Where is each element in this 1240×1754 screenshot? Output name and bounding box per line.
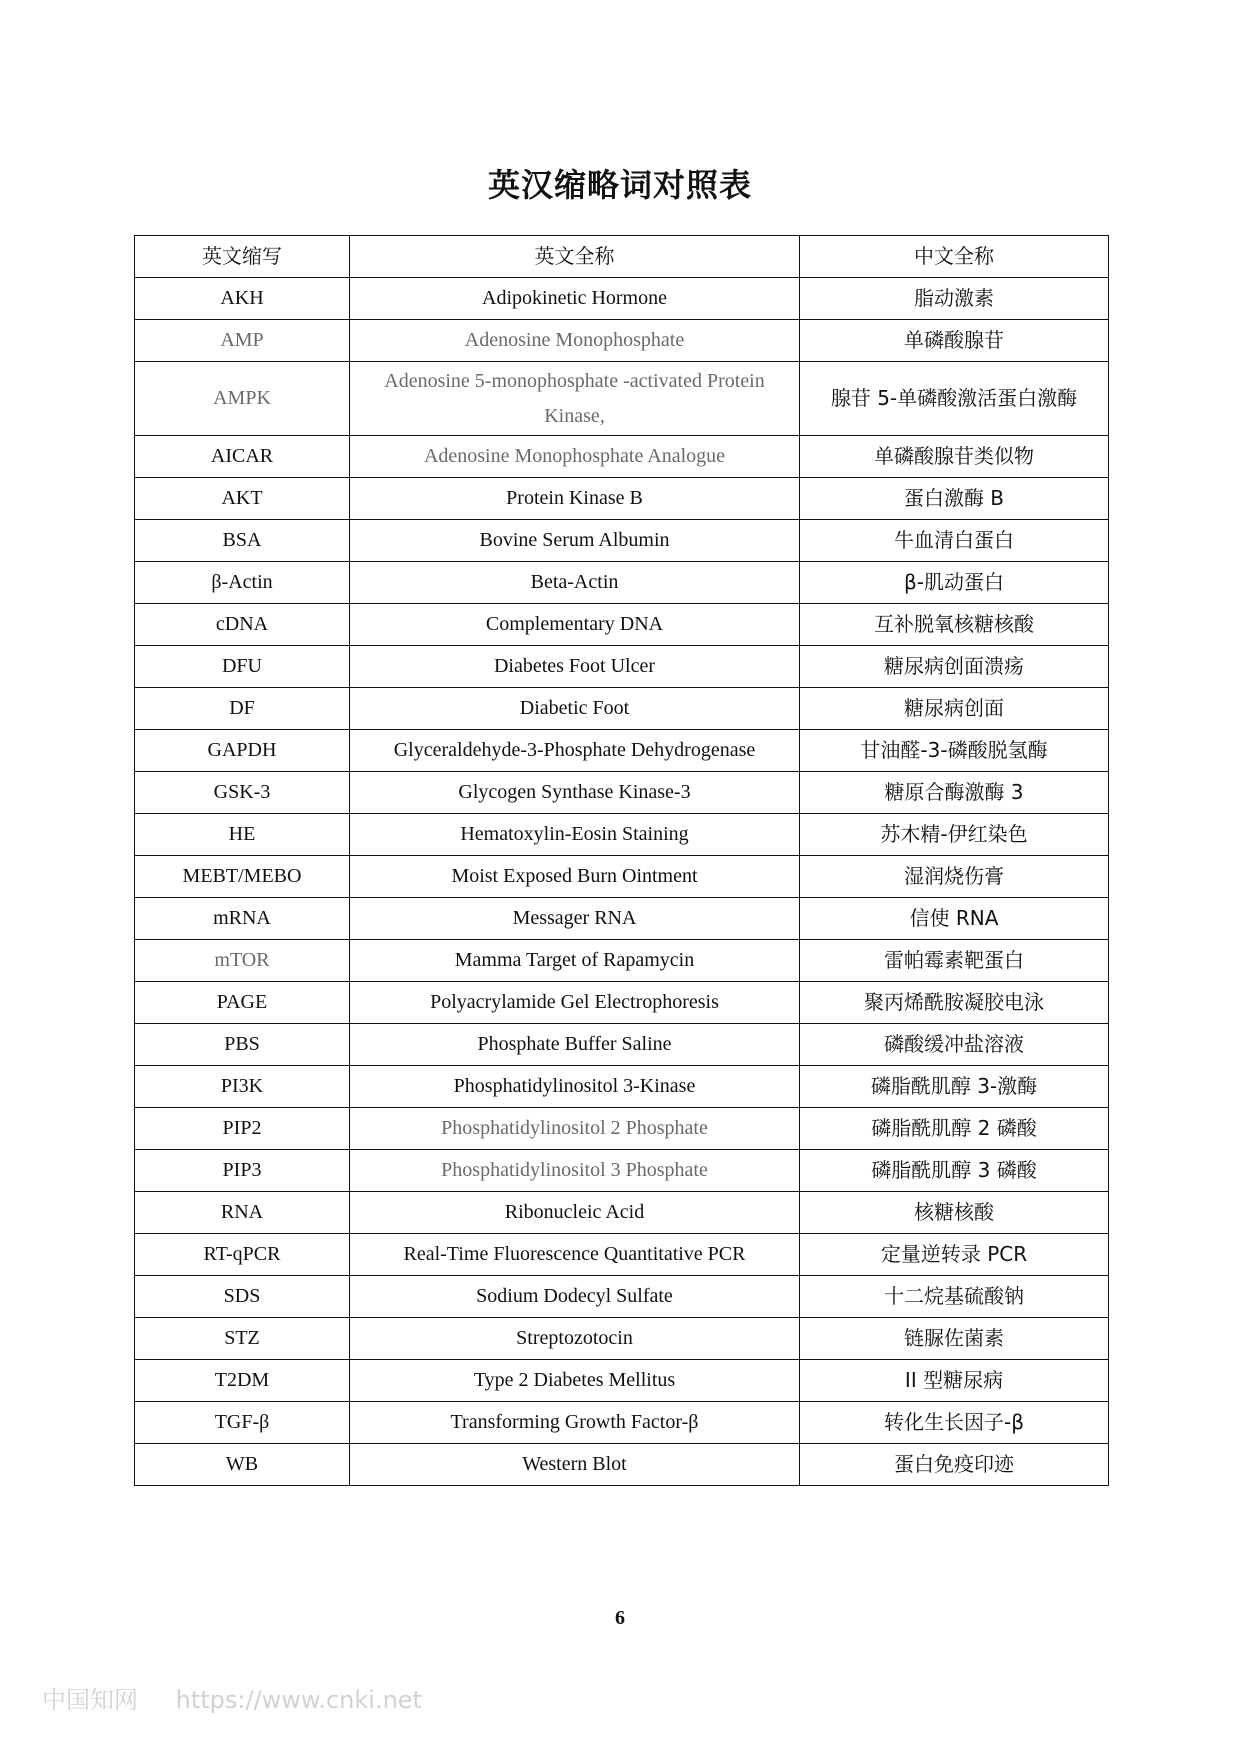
chinese-name-cell: β-肌动蛋白 <box>800 562 1109 604</box>
table-row <box>135 1150 1109 1192</box>
chinese-name-cell: 牛血清白蛋白 <box>800 520 1109 562</box>
abbreviation-table <box>134 235 1109 1486</box>
abbreviation-cell: DF <box>135 688 350 730</box>
chinese-name-cell: 信使 RNA <box>800 898 1109 940</box>
english-name-cell: Type 2 Diabetes Mellitus <box>350 1360 800 1402</box>
abbreviation-cell: cDNA <box>135 604 350 646</box>
english-name-cell: Adenosine Monophosphate Analogue <box>350 436 800 478</box>
table-row <box>135 362 1109 436</box>
abbreviation-cell: AKH <box>135 278 350 320</box>
abbreviation-cell: PIP2 <box>135 1108 350 1150</box>
chinese-name-cell: 磷酸缓冲盐溶液 <box>800 1024 1109 1066</box>
table-row <box>135 646 1109 688</box>
table-row <box>135 1066 1109 1108</box>
abbreviation-cell: WB <box>135 1444 350 1486</box>
abbreviation-cell: AKT <box>135 478 350 520</box>
table-row <box>135 856 1109 898</box>
english-name-cell: Phosphate Buffer Saline <box>350 1024 800 1066</box>
english-name-cell: Polyacrylamide Gel Electrophoresis <box>350 982 800 1024</box>
abbreviation-cell: GAPDH <box>135 730 350 772</box>
table-row <box>135 1192 1109 1234</box>
chinese-name-cell: 互补脱氧核糖核酸 <box>800 604 1109 646</box>
abbreviation-cell: AICAR <box>135 436 350 478</box>
chinese-name-cell: 磷脂酰肌醇 2 磷酸 <box>800 1108 1109 1150</box>
table-row <box>135 278 1109 320</box>
abbreviation-cell: RNA <box>135 1192 350 1234</box>
table-row <box>135 1444 1109 1486</box>
abbreviation-cell: RT-qPCR <box>135 1234 350 1276</box>
abbreviation-cell: MEBT/MEBO <box>135 856 350 898</box>
abbreviation-cell: AMP <box>135 320 350 362</box>
watermark-url: https://www.cnki.net <box>175 1686 422 1714</box>
table-row <box>135 940 1109 982</box>
header-abbreviation: 英文缩写 <box>135 236 350 278</box>
table-row <box>135 772 1109 814</box>
chinese-name-cell: 单磷酸腺苷类似物 <box>800 436 1109 478</box>
header-chinese-full-name: 中文全称 <box>800 236 1109 278</box>
table-row <box>135 1318 1109 1360</box>
abbreviation-cell: mTOR <box>135 940 350 982</box>
chinese-name-cell: 湿润烧伤膏 <box>800 856 1109 898</box>
english-name-cell: Glyceraldehyde-3-Phosphate Dehydrogenase <box>350 730 800 772</box>
chinese-name-cell: 糖尿病创面溃疡 <box>800 646 1109 688</box>
english-name-cell: Glycogen Synthase Kinase-3 <box>350 772 800 814</box>
english-name-cell: Phosphatidylinositol 3 Phosphate <box>350 1150 800 1192</box>
chinese-name-cell: 糖原合酶激酶 3 <box>800 772 1109 814</box>
english-name-cell: Transforming Growth Factor-β <box>350 1402 800 1444</box>
chinese-name-cell: 苏木精-伊红染色 <box>800 814 1109 856</box>
english-name-cell: Bovine Serum Albumin <box>350 520 800 562</box>
english-name-cell: Ribonucleic Acid <box>350 1192 800 1234</box>
table-row <box>135 730 1109 772</box>
english-name-cell: Moist Exposed Burn Ointment <box>350 856 800 898</box>
chinese-name-cell: 磷脂酰肌醇 3-激酶 <box>800 1066 1109 1108</box>
table-row <box>135 1360 1109 1402</box>
chinese-name-cell: 单磷酸腺苷 <box>800 320 1109 362</box>
english-name-cell: Phosphatidylinositol 3-Kinase <box>350 1066 800 1108</box>
english-name-cell: Adenosine 5-monophosphate -activated Protein Kinase, <box>350 362 800 436</box>
table-row <box>135 814 1109 856</box>
english-name-cell: Protein Kinase B <box>350 478 800 520</box>
table-row <box>135 320 1109 362</box>
abbreviation-cell: DFU <box>135 646 350 688</box>
abbreviation-cell: PI3K <box>135 1066 350 1108</box>
abbreviation-cell: SDS <box>135 1276 350 1318</box>
page-number: 6 <box>615 1607 625 1629</box>
abbreviation-cell: PIP3 <box>135 1150 350 1192</box>
english-name-cell: Streptozotocin <box>350 1318 800 1360</box>
english-name-cell: Adipokinetic Hormone <box>350 278 800 320</box>
table-row <box>135 982 1109 1024</box>
english-name-cell: Diabetic Foot <box>350 688 800 730</box>
chinese-name-cell: 定量逆转录 PCR <box>800 1234 1109 1276</box>
english-name-cell: Hematoxylin-Eosin Staining <box>350 814 800 856</box>
table-row <box>135 1276 1109 1318</box>
chinese-name-cell: 转化生长因子-β <box>800 1402 1109 1444</box>
table-row <box>135 688 1109 730</box>
table-row <box>135 1402 1109 1444</box>
abbreviation-cell: mRNA <box>135 898 350 940</box>
english-name-cell: Mamma Target of Rapamycin <box>350 940 800 982</box>
chinese-name-cell: 甘油醛-3-磷酸脱氢酶 <box>800 730 1109 772</box>
abbreviation-cell: AMPK <box>135 362 350 436</box>
chinese-name-cell: 糖尿病创面 <box>800 688 1109 730</box>
abbreviation-cell: BSA <box>135 520 350 562</box>
english-name-cell: Complementary DNA <box>350 604 800 646</box>
english-name-cell: Western Blot <box>350 1444 800 1486</box>
chinese-name-cell: 腺苷 5-单磷酸激活蛋白激酶 <box>800 362 1109 436</box>
english-name-cell: Messager RNA <box>350 898 800 940</box>
english-name-cell: Adenosine Monophosphate <box>350 320 800 362</box>
table-header-row <box>135 236 1109 278</box>
table-row <box>135 1108 1109 1150</box>
abbreviation-cell: GSK-3 <box>135 772 350 814</box>
english-name-cell: Sodium Dodecyl Sulfate <box>350 1276 800 1318</box>
chinese-name-cell: 聚丙烯酰胺凝胶电泳 <box>800 982 1109 1024</box>
table-row <box>135 898 1109 940</box>
watermark <box>42 1680 452 1715</box>
chinese-name-cell: 链脲佐菌素 <box>800 1318 1109 1360</box>
english-name-cell: Real-Time Fluorescence Quantitative PCR <box>350 1234 800 1276</box>
chinese-name-cell: II 型糖尿病 <box>800 1360 1109 1402</box>
abbreviation-cell: β-Actin <box>135 562 350 604</box>
chinese-name-cell: 脂动激素 <box>800 278 1109 320</box>
chinese-name-cell: 蛋白激酶 B <box>800 478 1109 520</box>
chinese-name-cell: 蛋白免疫印迹 <box>800 1444 1109 1486</box>
table-row <box>135 1234 1109 1276</box>
english-name-cell: Phosphatidylinositol 2 Phosphate <box>350 1108 800 1150</box>
page-title: 英汉缩略词对照表 <box>487 166 752 204</box>
table-row <box>135 478 1109 520</box>
english-name-cell: Diabetes Foot Ulcer <box>350 646 800 688</box>
table-row <box>135 1024 1109 1066</box>
chinese-name-cell: 雷帕霉素靶蛋白 <box>800 940 1109 982</box>
cnki-logo-text: 中国知网 <box>42 1686 138 1714</box>
chinese-name-cell: 磷脂酰肌醇 3 磷酸 <box>800 1150 1109 1192</box>
abbreviation-cell: PAGE <box>135 982 350 1024</box>
abbreviation-cell: PBS <box>135 1024 350 1066</box>
table-row <box>135 436 1109 478</box>
table-row <box>135 604 1109 646</box>
table-row <box>135 520 1109 562</box>
chinese-name-cell: 十二烷基硫酸钠 <box>800 1276 1109 1318</box>
header-english-full-name: 英文全称 <box>350 236 800 278</box>
english-name-cell: Beta-Actin <box>350 562 800 604</box>
abbreviation-cell: STZ <box>135 1318 350 1360</box>
abbreviation-cell: T2DM <box>135 1360 350 1402</box>
abbreviation-cell: TGF-β <box>135 1402 350 1444</box>
table-row <box>135 562 1109 604</box>
abbreviation-cell: HE <box>135 814 350 856</box>
chinese-name-cell: 核糖核酸 <box>800 1192 1109 1234</box>
